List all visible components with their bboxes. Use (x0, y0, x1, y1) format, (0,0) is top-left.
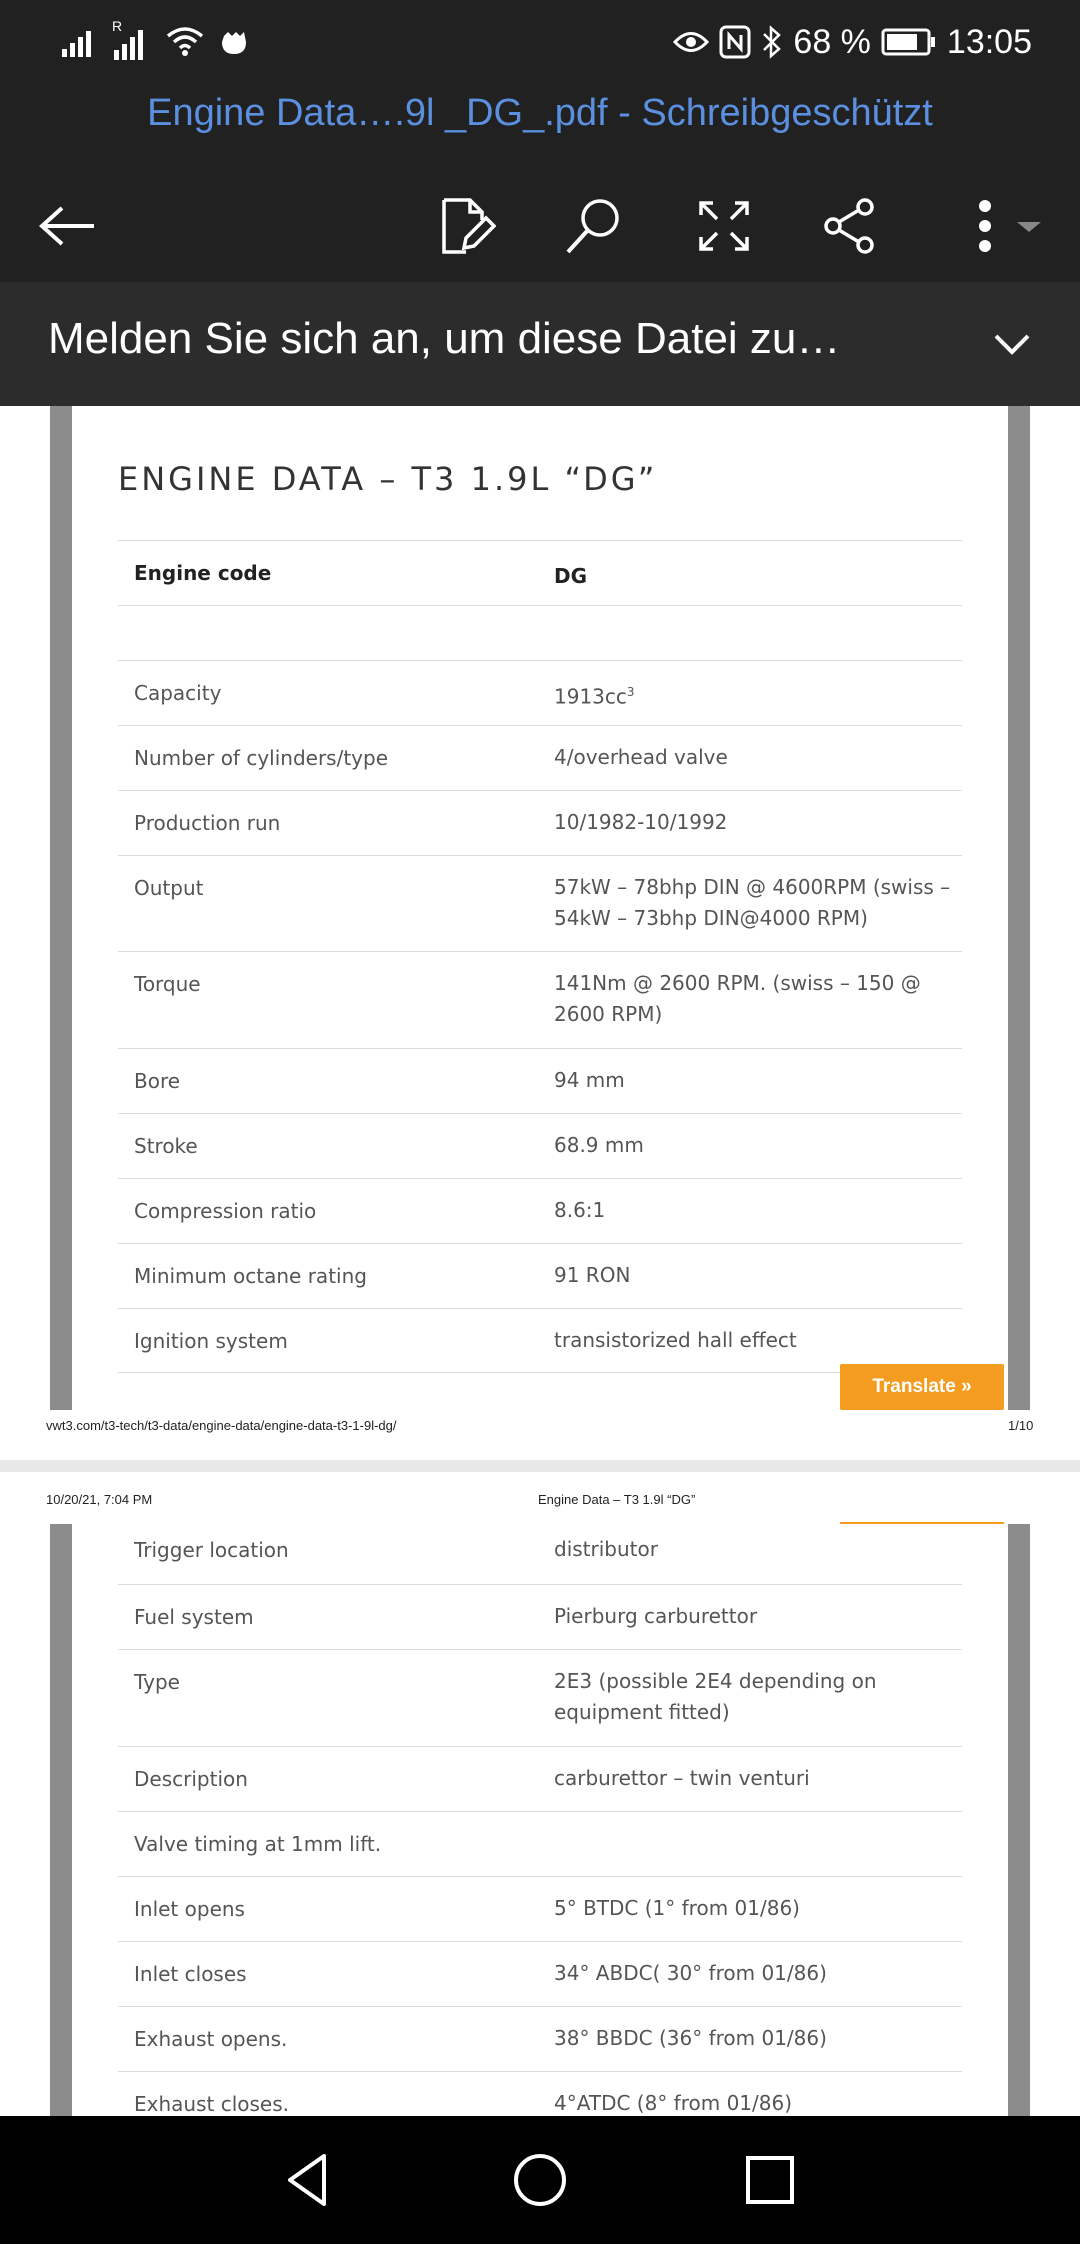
page-footer-number: 1/10 (1008, 1418, 1034, 1433)
engine-data-table-continued (118, 1518, 962, 2116)
row-value: 2E3 (possible 2E4 depending on equipment fitted) (554, 1669, 877, 1724)
table-row (118, 1518, 962, 1584)
app-bar (0, 82, 1080, 282)
row-label: Fuel system (134, 1605, 254, 1629)
row-label: Exhaust closes. (134, 2092, 289, 2116)
table-row (118, 1243, 962, 1308)
row-value: Pierburg carburettor (554, 1604, 758, 1628)
row-label: Inlet opens (134, 1897, 245, 1921)
roaming-signal-icon (112, 18, 152, 60)
header-value: DG (554, 564, 588, 588)
document-title: Engine Data….9l _DG_.pdf - Schreibgeschützt (147, 92, 933, 134)
bluetooth-icon (761, 25, 783, 59)
signal-strength-icon (62, 27, 98, 57)
table-row (118, 855, 962, 951)
row-label: Trigger location (134, 1538, 289, 1562)
row-value: transistorized hall effect (554, 1328, 797, 1352)
home-circle-icon[interactable] (510, 2150, 570, 2210)
chevron-down-icon[interactable] (990, 322, 1034, 366)
table-row (118, 1811, 962, 1876)
row-value: 38° BBDC (36° from 01/86) (554, 2026, 827, 2050)
login-banner[interactable] (0, 282, 1080, 406)
table-row (118, 1308, 962, 1373)
page-header-title: Engine Data – T3 1.9l “DG” (538, 1492, 696, 1507)
row-label: Description (134, 1767, 248, 1791)
clock: 13:05 (946, 22, 1032, 61)
row-label: Stroke (134, 1134, 198, 1158)
table-row (118, 660, 962, 725)
row-label: Minimum octane rating (134, 1264, 367, 1288)
row-value: 57kW – 78bhp DIN @ 4600RPM (swiss – 54kW – 73bhp DIN@4000 RPM) (554, 875, 951, 930)
translate-button[interactable]: Translate » (840, 1364, 1004, 1410)
page-header-date: 10/20/21, 7:04 PM (46, 1492, 153, 1507)
nfc-icon (719, 25, 751, 59)
table-row (118, 1113, 962, 1178)
row-label: Number of cylinders/type (134, 746, 389, 770)
row-value: 4/overhead valve (554, 745, 728, 769)
battery-percent: 68 % (793, 22, 871, 61)
row-label: Compression ratio (134, 1199, 317, 1223)
row-value: distributor (554, 1537, 658, 1561)
eye-comfort-icon (673, 29, 709, 55)
page-heading: ENGINE DATA – T3 1.9L “DG” (118, 460, 658, 498)
table-row (118, 1178, 962, 1243)
page-right-margin-bar (1008, 1524, 1030, 2116)
battery-icon (881, 28, 937, 56)
row-label: Valve timing at 1mm lift. (134, 1832, 382, 1856)
page-footer-url: vwt3.com/t3-tech/t3-data/engine-data/engine-data-t3-1-9l-dg/ (46, 1418, 397, 1433)
row-label: Capacity (134, 681, 222, 705)
row-value: $1913cc^3$ (554, 684, 635, 709)
table-row (118, 951, 962, 1048)
table-row (118, 790, 962, 855)
more-options-icon[interactable] (950, 194, 1050, 258)
engine-data-table (118, 540, 962, 1373)
row-value: 94 mm (554, 1068, 625, 1092)
row-label: Ignition system (134, 1329, 288, 1353)
status-right-group (673, 20, 1032, 64)
page-left-margin-bar (50, 1524, 72, 2116)
login-banner-text: Melden Sie sich an, um diese Datei zu… (48, 314, 841, 363)
row-value: 8.6:1 (554, 1198, 606, 1222)
table-row (118, 1649, 962, 1746)
recents-square-icon[interactable] (740, 2150, 800, 2210)
status-bar (0, 0, 1080, 82)
fullscreen-icon[interactable] (692, 194, 756, 258)
row-label: Output (134, 876, 204, 900)
table-empty-row (118, 605, 962, 660)
edit-document-icon[interactable] (436, 194, 500, 258)
table-header-row (118, 540, 962, 605)
page-right-margin-bar (1008, 406, 1030, 1410)
status-left-group (62, 20, 250, 64)
table-row (118, 1048, 962, 1113)
pdf-viewer[interactable] (0, 406, 1080, 2116)
table-row (118, 2006, 962, 2071)
table-row (118, 1876, 962, 1941)
table-row (118, 1584, 962, 1649)
toolbar (0, 164, 1080, 280)
app-notification-icon (218, 26, 250, 58)
row-value: carburettor – twin venturi (554, 1766, 810, 1790)
row-value: 141Nm @ 2600 RPM. (swiss – 150 @ 2600 RPM) (554, 971, 921, 1026)
row-value: 5° BTDC (1° from 01/86) (554, 1896, 800, 1920)
row-value: 34° ABDC( 30° from 01/86) (554, 1961, 827, 1985)
table-row (118, 1941, 962, 2006)
row-label: Production run (134, 811, 281, 835)
roaming-label: R (112, 18, 123, 34)
row-label: Type (134, 1670, 180, 1694)
row-label: Exhaust opens. (134, 2027, 288, 2051)
page-left-margin-bar (50, 406, 72, 1410)
navigation-bar (0, 2116, 1080, 2244)
pdf-page-2 (0, 1472, 1080, 2116)
back-triangle-icon[interactable] (280, 2150, 340, 2210)
search-icon[interactable] (562, 194, 626, 258)
table-row (118, 1746, 962, 1811)
row-value: 10/1982-10/1992 (554, 810, 728, 834)
table-row (118, 725, 962, 790)
pdf-page-1 (0, 406, 1080, 1460)
row-value: 91 RON (554, 1263, 631, 1287)
header-label: Engine code (134, 561, 272, 585)
row-value: 68.9 mm (554, 1133, 644, 1157)
row-value: 4°ATDC (8° from 01/86) (554, 2091, 793, 2115)
row-label: Torque (134, 972, 201, 996)
share-icon[interactable] (818, 194, 882, 258)
table-row (118, 2071, 962, 2116)
wifi-icon (166, 26, 204, 58)
row-label: Inlet closes (134, 1962, 247, 1986)
row-label: Bore (134, 1069, 181, 1093)
back-arrow-icon[interactable] (36, 194, 100, 258)
